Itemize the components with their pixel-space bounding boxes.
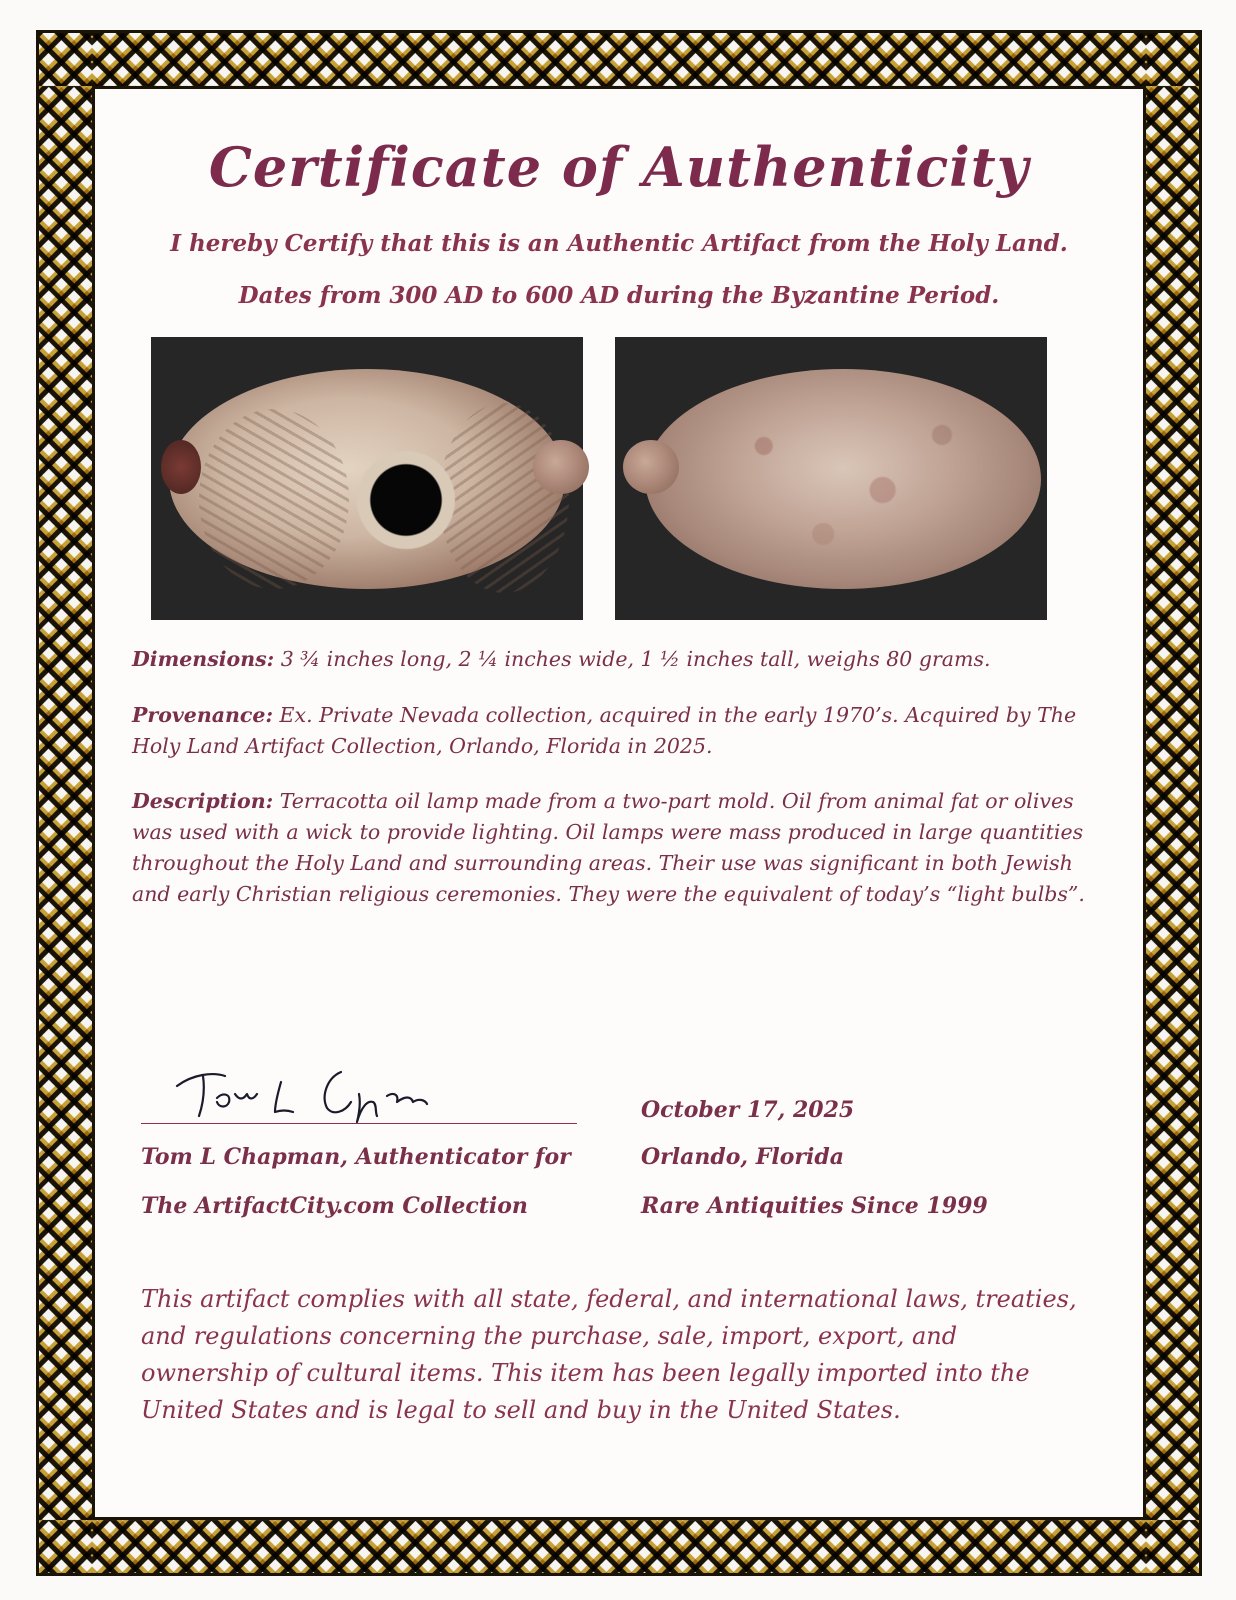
provenance-paragraph [132, 700, 1092, 762]
provenance-value: Ex. Private Nevada collection, acquired in the early 1970’s. Acquired by The Holy Land Artifact Collection, Orlando, Florida in 2025. [132, 703, 1077, 758]
lamp-handle [533, 440, 589, 494]
signer-name-title: Tom L Chapman, Authenticator for [141, 1144, 571, 1170]
oil-lamp-front-image [169, 369, 565, 589]
certificate-location: Orlando, Florida [641, 1144, 844, 1170]
artifact-photo-back [615, 337, 1047, 620]
description-label: Description: [132, 789, 274, 813]
dimensions-paragraph [132, 644, 1092, 675]
company-tagline: Rare Antiquities Since 1999 [641, 1193, 988, 1219]
certify-statement: I hereby Certify that this is an Authentic Artifact from the Holy Land. [170, 230, 1068, 257]
legal-compliance-statement: This artifact complies with all state, federal, and international laws, treaties, and regulations concerning the purchase, sale, import, export, and ownership of cultural items. This item has been legally imported into the United States and is legal to sell and buy in the United States. [141, 1285, 1077, 1424]
oil-lamp-back-image [645, 369, 1041, 589]
signature-line [141, 1123, 577, 1124]
provenance-label: Provenance: [132, 703, 274, 727]
lamp-handle-back [623, 440, 679, 494]
period-statement: Dates from 300 AD to 600 AD during the Byzantine Period. [238, 282, 1000, 309]
signer-collection: The ArtifactCity.com Collection [141, 1193, 528, 1219]
lamp-nozzle [161, 440, 201, 494]
certificate-date: October 17, 2025 [641, 1097, 855, 1123]
dimensions-value: 3 ¾ inches long, 2 ¼ inches wide, 1 ½ inches tall, weighs 80 grams. [274, 647, 991, 671]
certificate-content [95, 89, 1143, 1517]
dimensions-label: Dimensions: [132, 647, 275, 671]
description-value: Terracotta oil lamp made from a two-part mold. Oil from animal fat or olives was used with a wick to provide lighting. Oil lamps were mass produced in large quantities throughout the Holy Land and surrounding areas. Their use was significant in both Jewish and early Christian religious ceremonies. They were the equivalent of today’s “light bulbs”. [132, 789, 1085, 906]
lamp-fill-hole [351, 445, 461, 555]
certificate-title: Certificate of Authenticity [208, 135, 1030, 199]
artifact-photo-front [151, 337, 583, 620]
description-paragraph [132, 786, 1092, 910]
handwritten-signature [173, 1064, 453, 1124]
